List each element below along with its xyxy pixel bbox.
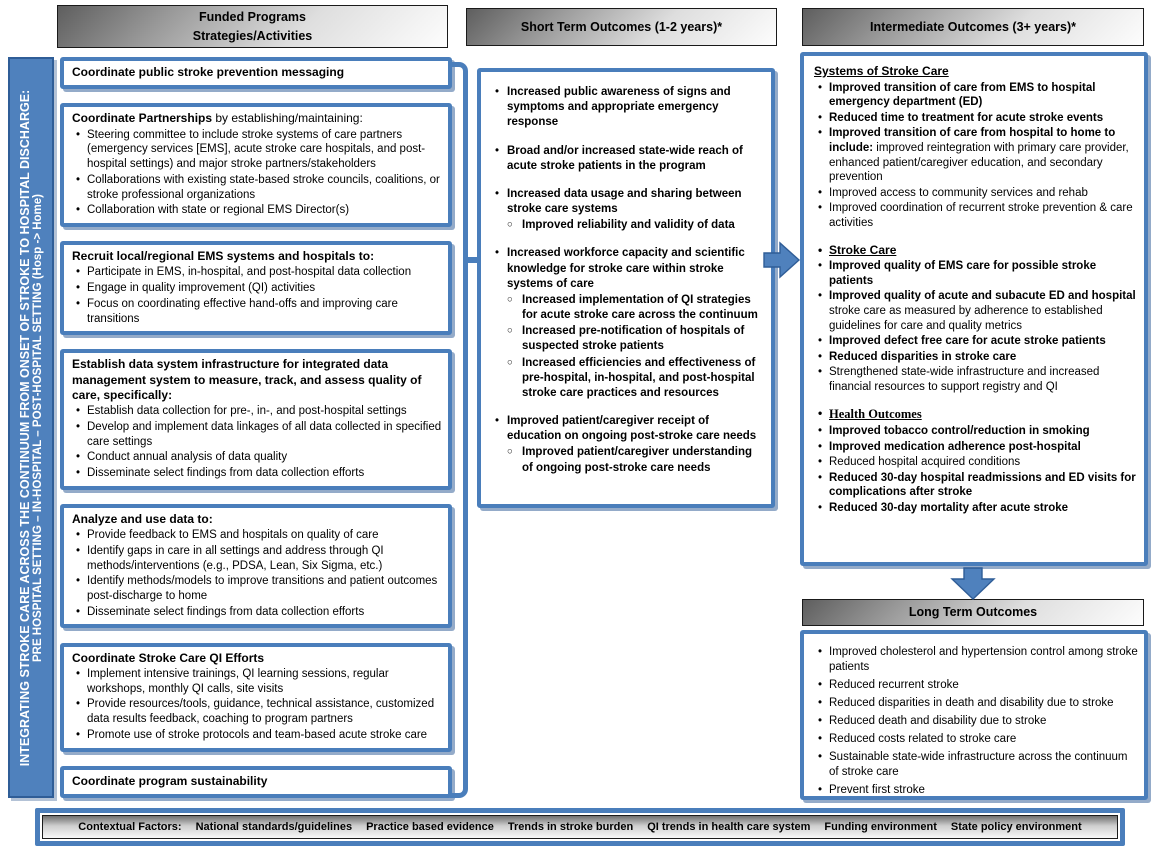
bullet-item: • Collaboration with state or regional EMS Director(s): [72, 203, 442, 218]
header-short-term-outcomes: Short Term Outcomes (1-2 years)*: [466, 8, 777, 46]
sub-bullet-item: ○ Improved patient/caregiver understanding of ongoing post-stroke care needs: [507, 445, 766, 475]
bullet-item: • Improved quality of acute and subacute ED and hospital stroke care as measured by adherence to established guidelines for care and quality metrics: [814, 289, 1139, 333]
activity-bullet-list: [72, 404, 442, 481]
contextual-factor: State policy environment: [950, 821, 1082, 833]
outcome-bullet-list: [814, 424, 1139, 516]
activity-box-title: Analyze and use data to:: [72, 511, 213, 526]
sub-bullet-item: ○ Increased pre-notification of hospitals of suspected stroke patients: [507, 324, 766, 354]
bullet-item: • Reduced costs related to stroke care: [814, 732, 1139, 747]
contextual-factors-label: Contextual Factors:: [78, 821, 182, 833]
brace-connector-icon: [450, 62, 468, 798]
outcome-section: [814, 64, 1139, 231]
bullet-item: • Reduced time to treatment for acute stroke events: [814, 111, 1139, 126]
bullet-item: • Reduced hospital acquired conditions: [814, 455, 1139, 470]
outcome-bullet-list: [814, 259, 1139, 394]
bullet-item: • Provide feedback to EMS and hospitals on quality of care: [72, 528, 442, 543]
long-term-outcomes-box: [800, 630, 1148, 800]
bullet-item: • Conduct annual analysis of data quality: [72, 450, 442, 465]
bullet-item: • Improved coordination of recurrent stroke prevention & care activities: [814, 201, 1139, 230]
bullet-item: • Increased data usage and sharing between stroke care systems ○ Improved reliability and validity of data: [491, 187, 766, 234]
bullet-item: • Reduced disparities in death and disability due to stroke: [814, 696, 1139, 711]
header-long-term-outcomes: Long Term Outcomes: [802, 599, 1144, 626]
bullet-item: • Improved tobacco control/reduction in smoking: [814, 424, 1139, 439]
bullet-item: • Improved access to community services and rehab: [814, 186, 1139, 201]
outcome-section-header: • Stroke Care: [814, 243, 1139, 259]
activity-box: [60, 57, 452, 89]
header-intermediate-outcomes: Intermediate Outcomes (3+ years)*: [802, 8, 1144, 46]
bullet-item: • Focus on coordinating effective hand-offs and improving care transitions: [72, 297, 442, 326]
activity-box-title: Coordinate Stroke Care QI Efforts: [72, 650, 265, 665]
long-term-list: [814, 645, 1139, 797]
bullet-item: • Promote use of stroke protocols and team-based acute stroke care: [72, 728, 442, 743]
bullet-item: • Disseminate select findings from data collection efforts: [72, 466, 442, 481]
sub-bullet-item: ○ Improved reliability and validity of data: [507, 218, 766, 233]
bullet-item: • Broad and/or increased state-wide reach of acute stroke patients in the program: [491, 144, 766, 174]
outcome-section-header: Systems of Stroke Care: [814, 64, 949, 78]
bullet-item: • Strengthened state-wide infrastructure and increased financial resources to support registry and QI: [814, 365, 1139, 394]
bullet-item: • Reduced 30-day mortality after acute stroke: [814, 501, 1139, 516]
contextual-factor: Trends in stroke burden: [507, 821, 634, 833]
bullet-item: • Reduced recurrent stroke: [814, 678, 1139, 693]
bullet-item: • Sustainable state-wide infrastructure across the continuum of stroke care: [814, 750, 1139, 780]
bullet-item: • Reduced disparities in stroke care: [814, 350, 1139, 365]
bullet-item: • Improved quality of EMS care for possible stroke patients: [814, 259, 1139, 288]
sub-bullet-item: ○ Increased efficiencies and effectiveness of pre-hospital, in-hospital, and post-hospital stroke care practices and resources: [507, 356, 766, 402]
bullet-item: • Identify gaps in care in all settings and address through QI methods/interventions (e.g., PDSA, Lean, Six Sigma, etc.): [72, 544, 442, 573]
bullet-item: • Develop and implement data linkages of all data collected in specified care settings: [72, 420, 442, 449]
activity-box: [60, 349, 452, 489]
bullet-item: • Improved defect free care for acute stroke patients: [814, 334, 1139, 349]
bullet-item: • Establish data collection for pre-, in-, and post-hospital settings: [72, 404, 442, 419]
activity-bullet-list: [72, 265, 442, 326]
intermediate-sections: [814, 64, 1139, 516]
activity-box: [60, 504, 452, 629]
activity-box: [60, 766, 452, 798]
bullet-item: • Implement intensive trainings, QI learning sessions, regular workshops, monthly QI calls, site visits: [72, 667, 442, 696]
continuum-banner: [8, 57, 54, 798]
contextual-factors-items: [196, 821, 1082, 833]
bullet-item: • Provide resources/tools, guidance, technical assistance, customized data results feedback, coaching to program partners: [72, 697, 442, 726]
bullet-item: • Participate in EMS, in-hospital, and post-hospital data collection: [72, 265, 442, 280]
contextual-factor: QI trends in health care system: [647, 821, 811, 833]
bullet-item: • Collaborations with existing state-based stroke councils, coalitions, or stroke professional organizations: [72, 173, 442, 202]
arrow-right-icon: [762, 238, 802, 282]
contextual-factors-bar: [42, 815, 1118, 839]
short-term-outcomes-box: [477, 68, 775, 508]
intermediate-outcomes-box: [800, 52, 1148, 566]
contextual-factor: National standards/guidelines: [195, 821, 353, 833]
contextual-factor: Funding environment: [824, 821, 937, 833]
header-funded-line1: Funded Programs: [199, 9, 306, 24]
contextual-factor: Practice based evidence: [366, 821, 494, 833]
bullet-item: • Improved cholesterol and hypertension control among stroke patients: [814, 645, 1139, 675]
activity-box: [60, 241, 452, 335]
bullet-item: • Improved transition of care from hospital to home to include: improved reintegration with primary care provider, enhanced patient/caregiver education, and secondary prevention: [814, 126, 1139, 184]
outcome-section: [814, 406, 1139, 515]
bullet-item: • Steering committee to include stroke systems of care partners (emergency services [EMS], acute stroke care hospitals, and post-hospital settings) and major stroke partners/stakeholders: [72, 128, 442, 172]
activity-box-title: Establish data system infrastructure for integrated data management system to measure, track, and assess quality of care, specifically:: [72, 357, 422, 402]
activity-box-title: Coordinate program sustainability: [72, 773, 268, 788]
bullet-item: • Identify methods/models to improve transitions and patient outcomes post-discharge to home: [72, 574, 442, 603]
bullet-item: • Reduced death and disability due to stroke: [814, 714, 1139, 729]
bullet-item: • Improved transition of care from EMS to hospital emergency department (ED): [814, 81, 1139, 110]
bullet-item: • Reduced 30-day hospital readmissions and ED visits for complications after stroke: [814, 471, 1139, 500]
bullet-item: • Improved medication adherence post-hospital: [814, 440, 1139, 455]
activity-box: [60, 103, 452, 227]
sub-bullet-item: ○ Increased implementation of QI strategies for acute stroke care across the continuum: [507, 293, 766, 323]
header-funded-line2: Strategies/Activities: [192, 28, 313, 43]
bullet-item: • Increased public awareness of signs and symptoms and appropriate emergency response: [491, 85, 766, 131]
activity-box-title: Coordinate public stroke prevention messaging: [72, 65, 345, 79]
header-funded-programs: [57, 5, 448, 48]
activity-bullet-list: [72, 528, 442, 619]
arrow-down-icon: [950, 566, 996, 602]
activity-box-title: Coordinate Partnerships by establishing/maintaining:: [72, 111, 363, 126]
bullet-item: • Increased workforce capacity and scientific knowledge for stroke care within stroke systems of care ○ Increased implementation of QI strategies for acute stroke care across the continuum ○ Increased pre-notification of hospitals of suspected stroke patients ○ Increased efficiencies and effectiveness of pre-hospital, in-hospital, and post-hospital stroke care practices and resources: [491, 246, 766, 401]
activity-box-title: Recruit local/regional EMS systems and hospitals to:: [72, 249, 375, 264]
outcome-section: [814, 243, 1139, 395]
outcome-section-header: • Health Outcomes: [814, 406, 1139, 423]
bullet-item: • Engage in quality improvement (QI) activities: [72, 281, 442, 296]
bullet-item: • Prevent first stroke: [814, 783, 1139, 798]
short-term-list: [491, 85, 766, 476]
bullet-item: • Disseminate select findings from data collection efforts: [72, 605, 442, 620]
banner-line1: INTEGRATING STROKE CARE ACROSS THE CONTINUUM FROM ONSET OF STROKE TO HOSPITAL DISCHARGE:: [18, 89, 32, 766]
activity-box: [60, 643, 452, 752]
sub-bullet-list: [507, 445, 766, 475]
sub-bullet-list: [507, 218, 766, 233]
activity-bullet-list: [72, 128, 442, 218]
bullet-item: • Improved patient/caregiver receipt of education on ongoing post-stroke care needs ○ Improved patient/caregiver understanding of ongoing post-stroke care needs: [491, 414, 766, 476]
outcome-bullet-list: [814, 81, 1139, 231]
banner-line2: PRE HOSPITAL SETTING – IN-HOSPITAL – POST-HOSPITAL SETTING (Hosp -> Home): [32, 193, 44, 662]
activity-bullet-list: [72, 667, 442, 743]
continuum-banner-text: [18, 60, 44, 795]
contextual-factors-frame: [35, 808, 1125, 846]
sub-bullet-list: [507, 293, 766, 401]
funded-programs-column: [60, 57, 452, 798]
